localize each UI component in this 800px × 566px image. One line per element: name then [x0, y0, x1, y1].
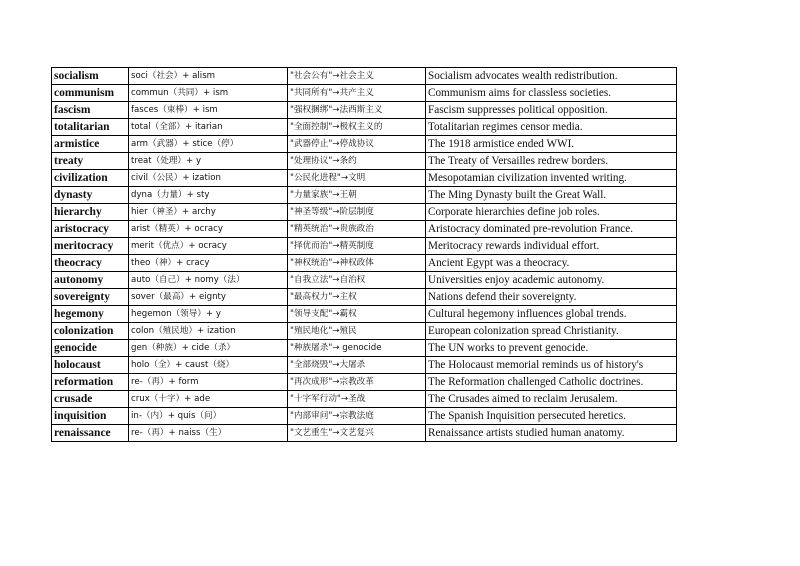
word-cell: fascism [52, 102, 129, 119]
word-cell: theocracy [52, 255, 129, 272]
sentence-cell: Fascism suppresses political opposition. [426, 102, 677, 119]
root-cell: gen（种族）+ cide（杀） [129, 340, 288, 357]
meaning-cell: "择优而治"→精英制度 [288, 238, 426, 255]
meaning-cell: "共同所有"→共产主义 [288, 85, 426, 102]
meaning-cell: "处理协议"→条约 [288, 153, 426, 170]
sentence-cell: The Spanish Inquisition persecuted heretics. [426, 408, 677, 425]
word-cell: crusade [52, 391, 129, 408]
table-row [52, 187, 677, 204]
meaning-cell: "精英统治"→贵族政治 [288, 221, 426, 238]
meaning-cell: "最高权力"→主权 [288, 289, 426, 306]
sentence-cell: The Holocaust memorial reminds us of history's [426, 357, 677, 374]
table-row [52, 323, 677, 340]
meaning-cell: "殖民地化"→殖民 [288, 323, 426, 340]
word-cell: totalitarian [52, 119, 129, 136]
sentence-cell: Universities enjoy academic autonomy. [426, 272, 677, 289]
word-cell: meritocracy [52, 238, 129, 255]
table-row [52, 357, 677, 374]
word-cell: genocide [52, 340, 129, 357]
table-row [52, 204, 677, 221]
meaning-cell: "文艺重生"→文艺复兴 [288, 425, 426, 442]
table-row [52, 136, 677, 153]
meaning-cell: "全部烧毁"→大屠杀 [288, 357, 426, 374]
sentence-cell: The UN works to prevent genocide. [426, 340, 677, 357]
word-cell: hierarchy [52, 204, 129, 221]
vocabulary-table-body [52, 68, 677, 442]
table-row [52, 255, 677, 272]
meaning-cell: "神圣等级"→阶层制度 [288, 204, 426, 221]
meaning-cell: "力量家族"→王朝 [288, 187, 426, 204]
root-cell: colon（殖民地）+ ization [129, 323, 288, 340]
sentence-cell: The Reformation challenged Catholic doctrines. [426, 374, 677, 391]
root-cell: re-（再）+ naiss（生） [129, 425, 288, 442]
word-cell: inquisition [52, 408, 129, 425]
sentence-cell: The Ming Dynasty built the Great Wall. [426, 187, 677, 204]
word-cell: sovereignty [52, 289, 129, 306]
sentence-cell: The 1918 armistice ended WWI. [426, 136, 677, 153]
table-row [52, 238, 677, 255]
sentence-cell: Nations defend their sovereignty. [426, 289, 677, 306]
meaning-cell: "强权捆绑"→法西斯主义 [288, 102, 426, 119]
root-cell: dyna（力量）+ sty [129, 187, 288, 204]
table-row [52, 170, 677, 187]
table-row [52, 340, 677, 357]
table-row [52, 408, 677, 425]
root-cell: merit（优点）+ ocracy [129, 238, 288, 255]
sentence-cell: Ancient Egypt was a theocracy. [426, 255, 677, 272]
root-cell: holo（全）+ caust（烧） [129, 357, 288, 374]
word-cell: dynasty [52, 187, 129, 204]
word-cell: colonization [52, 323, 129, 340]
root-cell: hegemon（领导）+ y [129, 306, 288, 323]
table-row [52, 119, 677, 136]
root-cell: crux（十字）+ ade [129, 391, 288, 408]
table-row [52, 425, 677, 442]
sentence-cell: Corporate hierarchies define job roles. [426, 204, 677, 221]
sentence-cell: Meritocracy rewards individual effort. [426, 238, 677, 255]
root-cell: sover（最高）+ eignty [129, 289, 288, 306]
sentence-cell: Socialism advocates wealth redistribution. [426, 68, 677, 85]
table-row [52, 306, 677, 323]
root-cell: arm（武器）+ stice（停） [129, 136, 288, 153]
sentence-cell: European colonization spread Christianity. [426, 323, 677, 340]
table-row [52, 153, 677, 170]
word-cell: socialism [52, 68, 129, 85]
root-cell: in-（内）+ quis（问） [129, 408, 288, 425]
root-cell: arist（精英）+ ocracy [129, 221, 288, 238]
table-row [52, 391, 677, 408]
word-cell: reformation [52, 374, 129, 391]
root-cell: civil（公民）+ ization [129, 170, 288, 187]
word-cell: civilization [52, 170, 129, 187]
vocabulary-table [51, 67, 677, 442]
root-cell: treat（处理）+ y [129, 153, 288, 170]
root-cell: theo（神）+ cracy [129, 255, 288, 272]
table-row [52, 68, 677, 85]
meaning-cell: "十字军行动"→圣战 [288, 391, 426, 408]
sentence-cell: Renaissance artists studied human anatomy. [426, 425, 677, 442]
root-cell: fasces（束棒）+ ism [129, 102, 288, 119]
meaning-cell: "内部审问"→宗教法庭 [288, 408, 426, 425]
table-row [52, 374, 677, 391]
word-cell: treaty [52, 153, 129, 170]
root-cell: soci（社会）+ alism [129, 68, 288, 85]
word-cell: autonomy [52, 272, 129, 289]
sentence-cell: Totalitarian regimes censor media. [426, 119, 677, 136]
sentence-cell: Communism aims for classless societies. [426, 85, 677, 102]
table-row [52, 85, 677, 102]
root-cell: re-（再）+ form [129, 374, 288, 391]
meaning-cell: "公民化进程"→文明 [288, 170, 426, 187]
sentence-cell: Aristocracy dominated pre-revolution France. [426, 221, 677, 238]
word-cell: hegemony [52, 306, 129, 323]
meaning-cell: "领导支配"→霸权 [288, 306, 426, 323]
table-row [52, 221, 677, 238]
root-cell: total（全部）+ itarian [129, 119, 288, 136]
word-cell: renaissance [52, 425, 129, 442]
word-cell: aristocracy [52, 221, 129, 238]
sentence-cell: The Treaty of Versailles redrew borders. [426, 153, 677, 170]
meaning-cell: "再次成形"→宗教改革 [288, 374, 426, 391]
meaning-cell: "武器停止"→停战协议 [288, 136, 426, 153]
meaning-cell: "社会公有"→社会主义 [288, 68, 426, 85]
meaning-cell: "种族屠杀"→ genocide [288, 340, 426, 357]
meaning-cell: "自我立法"→自治权 [288, 272, 426, 289]
sentence-cell: The Crusades aimed to reclaim Jerusalem. [426, 391, 677, 408]
table-row [52, 272, 677, 289]
word-cell: communism [52, 85, 129, 102]
root-cell: hier（神圣）+ archy [129, 204, 288, 221]
table-row [52, 102, 677, 119]
sentence-cell: Mesopotamian civilization invented writing. [426, 170, 677, 187]
word-cell: holocaust [52, 357, 129, 374]
sentence-cell: Cultural hegemony influences global trends. [426, 306, 677, 323]
word-cell: armistice [52, 136, 129, 153]
meaning-cell: "神权统治"→神权政体 [288, 255, 426, 272]
table-row [52, 289, 677, 306]
root-cell: auto（自己）+ nomy（法） [129, 272, 288, 289]
root-cell: commun（共同）+ ism [129, 85, 288, 102]
meaning-cell: "全面控制"→极权主义的 [288, 119, 426, 136]
